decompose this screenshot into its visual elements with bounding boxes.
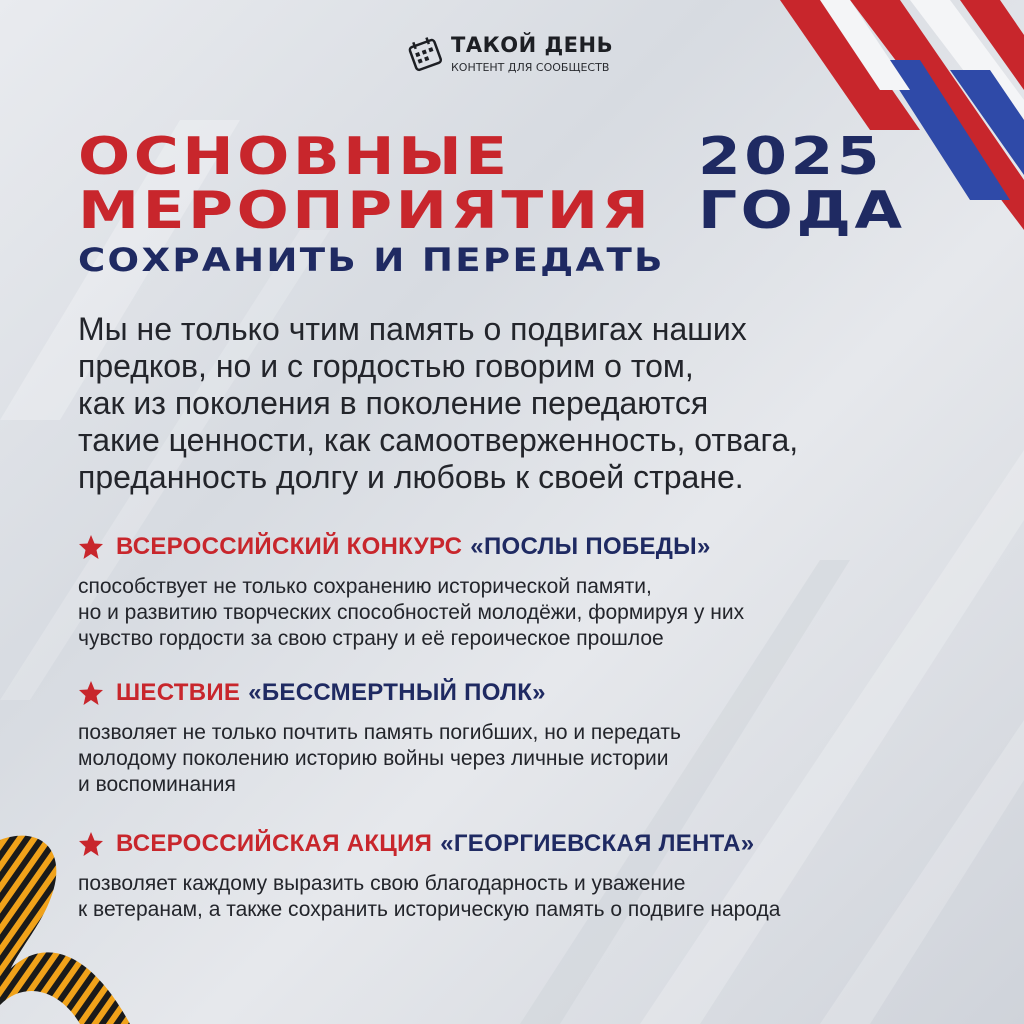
intro-line: как из поколения в поколение передаются: [78, 385, 709, 421]
event-item: [78, 528, 958, 652]
page-subtitle: СОХРАНИТЬ И ПЕРЕДАТЬ: [78, 241, 665, 279]
event-name: «ПОСЛЫ ПОБЕДЫ»: [470, 533, 711, 560]
intro-paragraph: [78, 311, 878, 496]
year-number: 2025: [698, 127, 883, 187]
event-desc-line: к ветеранам, а также сохранить историческую память о подвиге народа: [78, 898, 781, 921]
brand-name: ТАКОЙ ДЕНЬ: [451, 33, 614, 57]
page-title: [78, 127, 653, 241]
st-george-ribbon-image: [0, 830, 200, 1024]
event-desc-line: способствует не только сохранению исторической памяти,: [78, 575, 652, 598]
intro-line: предков, но и с гордостью говорим о том,: [78, 348, 694, 384]
intro-line: преданность долгу и любовь к своей стране.: [78, 459, 744, 495]
event-name: «ГЕОРГИЕВСКАЯ ЛЕНТА»: [440, 830, 755, 857]
event-desc-line: позволяет каждому выразить свою благодарность и уважение: [78, 872, 686, 895]
event-type: ВСЕРОССИЙСКАЯ АКЦИЯ: [116, 830, 433, 857]
event-type: ШЕСТВИЕ: [116, 679, 241, 706]
event-item: [78, 825, 958, 923]
title-line-2: МЕРОПРИЯТИЯ: [78, 181, 653, 241]
event-desc-line: позволяет не только почтить память погибших, но и передать: [78, 721, 681, 744]
brand-logo: [405, 33, 613, 75]
event-description: [78, 720, 958, 798]
intro-line: Мы не только чтим память о подвигах наших: [78, 311, 747, 347]
year-label: [698, 127, 906, 241]
event-heading: [78, 825, 958, 863]
title-line-1: ОСНОВНЫЕ: [78, 127, 511, 187]
event-description: [78, 574, 958, 652]
event-description: [78, 871, 958, 923]
star-icon: [78, 534, 104, 560]
intro-line: такие ценности, как самоотверженность, отвага,: [78, 422, 799, 458]
calendar-icon: [405, 34, 445, 74]
year-word: ГОДА: [698, 181, 906, 241]
star-icon: [78, 680, 104, 706]
event-desc-line: молодому поколению историю войны через личные истории: [78, 747, 669, 770]
event-desc-line: но и развитию творческих способностей молодёжи, формируя у них: [78, 601, 745, 624]
event-desc-line: и воспоминания: [78, 773, 236, 796]
brand-tagline: КОНТЕНТ ДЛЯ СООБЩЕСТВ: [451, 61, 610, 74]
event-name: «БЕССМЕРТНЫЙ ПОЛК»: [248, 679, 546, 706]
event-type: ВСЕРОССИЙСКИЙ КОНКУРС: [116, 533, 463, 560]
event-item: [78, 674, 958, 798]
event-heading: [78, 528, 958, 566]
event-heading: [78, 674, 958, 712]
event-desc-line: чувство гордости за свою страну и её героическое прошлое: [78, 627, 664, 650]
